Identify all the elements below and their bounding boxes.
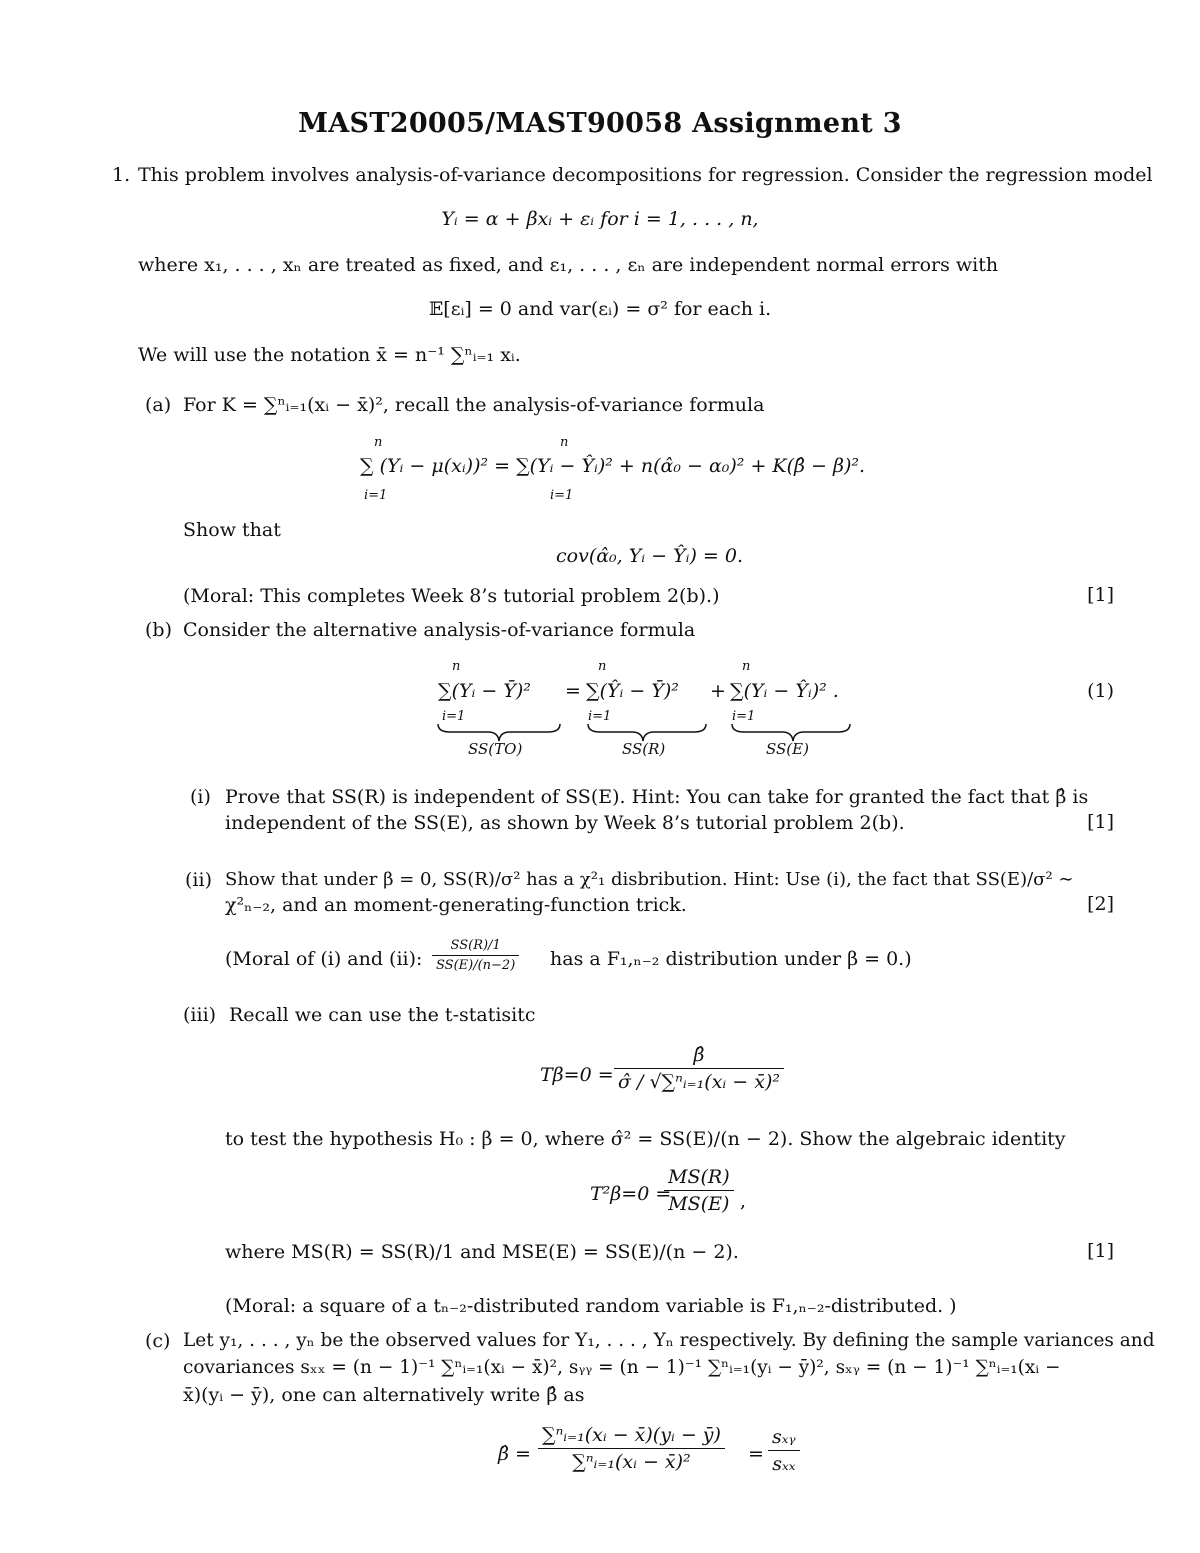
equation-number: (1) <box>1087 680 1114 702</box>
part-b-text: Consider the alternative analysis-of-variance formula <box>183 619 696 641</box>
beta-fraction <box>538 1424 725 1473</box>
brace-label-ssr: SS(R) <box>622 740 666 758</box>
part-c-label: (c) <box>145 1330 171 1352</box>
ratio-num: sₓᵧ <box>768 1426 800 1451</box>
beta-den: ∑ⁿᵢ₌₁(xᵢ − x̄)² <box>572 1451 691 1473</box>
show-that: Show that <box>183 519 281 541</box>
b-term-sse: ∑(Yᵢ − Ŷᵢ)² . <box>730 680 839 702</box>
beta-lhs: β̂ = <box>498 1443 531 1465</box>
page-title: MAST20005/MAST90058 Assignment 3 <box>298 108 902 139</box>
part-a-label: (a) <box>145 394 172 416</box>
t2-tail: , <box>740 1190 747 1212</box>
beta-equals: = <box>748 1443 764 1465</box>
part-b-iii-label: (iii) <box>183 1004 217 1026</box>
anova-sum-upper-2: n <box>560 435 569 450</box>
part-b-ii-moral-pre: (Moral of (i) and (ii): <box>225 948 423 970</box>
b-term-ssr: ∑(Ŷᵢ − Ȳ)² <box>586 680 679 702</box>
b-sum3-upper: n <box>742 659 751 674</box>
t-stat-lhs: Tβ=0 = <box>540 1064 614 1086</box>
b-sum1-upper: n <box>452 659 461 674</box>
part-a-marks: [1] <box>1087 584 1114 606</box>
part-b-iii-moral: (Moral: a square of a tₙ₋₂-distributed random variable is F₁,ₙ₋₂-distributed. ) <box>225 1295 957 1317</box>
t2-lhs: T²β=0 = <box>590 1183 672 1205</box>
part-b-i-label: (i) <box>190 786 211 808</box>
part-b-iii-where: where MS(R) = SS(R)/1 and MSE(E) = SS(E)/(n − 2). <box>225 1241 739 1263</box>
anova-sum-lower: i=1 <box>364 488 388 503</box>
errors-equation: 𝔼[εᵢ] = 0 and var(εᵢ) = σ² for each i. <box>428 298 772 320</box>
moral-fraction <box>432 938 519 973</box>
ratio-den: sₓₓ <box>772 1453 796 1475</box>
part-b-i-line2: independent of the SS(E), as shown by Week 8’s tutorial problem 2(b). <box>225 812 905 834</box>
part-b-ii-line1: Show that under β = 0, SS(R)/σ² has a χ²₁ disbribution. Hint: Use (i), the fact that SS(E)/σ² ∼ <box>225 869 1074 890</box>
part-c-line3: x̄)(yᵢ − ȳ), one can alternatively write β̂ as <box>183 1384 585 1406</box>
part-b-ii-marks: [2] <box>1087 893 1114 915</box>
brace-label-sst: SS(TO) <box>468 740 523 758</box>
b-term-sst: ∑(Yᵢ − Ȳ)² <box>438 680 531 702</box>
b-sum3-lower: i=1 <box>732 709 756 724</box>
part-b-ii-label: (ii) <box>185 869 212 891</box>
t-stat-fraction <box>614 1044 784 1093</box>
t2-fraction <box>664 1166 734 1215</box>
where-line: where x₁, . . . , xₙ are treated as fixed, and ε₁, . . . , εₙ are independent normal errors with <box>138 254 999 276</box>
t2-den: MS(E) <box>668 1193 730 1215</box>
question-intro: This problem involves analysis-of-variance decompositions for regression. Consider the regression model <box>138 164 1153 186</box>
part-c-line2: covariances sₓₓ = (n − 1)⁻¹ ∑ⁿᵢ₌₁(xᵢ − x̄)², sᵧᵧ = (n − 1)⁻¹ ∑ⁿᵢ₌₁(yᵢ − ȳ)², sₓᵧ = (n − 1)⁻¹ ∑ⁿᵢ₌₁(xᵢ − <box>183 1357 1061 1378</box>
anova-equation: ∑ (Yᵢ − μ(xᵢ))² = ∑(Yᵢ − Ŷᵢ)² + n(α̂₀ − α₀)² + K(β̂ − β)². <box>360 455 866 477</box>
cov-equation: cov(α̂₀, Yᵢ − Ŷᵢ) = 0. <box>556 545 744 567</box>
b-sum1-lower: i=1 <box>442 709 466 724</box>
part-b-iii-line1: Recall we can use the t-statisitc <box>229 1004 536 1026</box>
beta-ratio <box>768 1426 800 1475</box>
b-plus: + <box>710 680 726 702</box>
brace-label-sse: SS(E) <box>766 740 809 758</box>
b-sum2-lower: i=1 <box>588 709 612 724</box>
part-b-iii-marks: [1] <box>1087 1240 1114 1262</box>
moral-fraction-den: SS(E)/(n−2) <box>436 958 516 973</box>
part-b-i-line1: Prove that SS(R) is independent of SS(E). Hint: You can take for granted the fact that β̂ is <box>225 786 1089 808</box>
part-b-iii-line2: to test the hypothesis H₀ : β = 0, where σ̂² = SS(E)/(n − 2). Show the algebraic identity <box>225 1128 1066 1150</box>
b-sum2-upper: n <box>598 659 607 674</box>
t-stat-den: σ̂ / √∑ⁿᵢ₌₁(xᵢ − x̄)² <box>618 1071 780 1093</box>
model-equation: Yᵢ = α + βxᵢ + εᵢ for i = 1, . . . , n, <box>441 208 759 230</box>
notation-line: We will use the notation x̄ = n⁻¹ ∑ⁿᵢ₌₁ xᵢ. <box>138 344 521 366</box>
part-c-line1: Let y₁, . . . , yₙ be the observed values for Y₁, . . . , Yₙ respectively. By defining the sample variances and <box>183 1330 1155 1351</box>
part-b-ii-moral-post: has a F₁,ₙ₋₂ distribution under β = 0.) <box>550 948 912 970</box>
beta-num: ∑ⁿᵢ₌₁(xᵢ − x̄)(yᵢ − ȳ) <box>538 1424 725 1449</box>
question-number: 1. <box>112 164 131 186</box>
part-a-moral: (Moral: This completes Week 8’s tutorial problem 2(b).) <box>183 585 720 607</box>
part-a-text: For K = ∑ⁿᵢ₌₁(xᵢ − x̄)², recall the analysis-of-variance formula <box>183 394 765 416</box>
part-b-i-marks: [1] <box>1087 811 1114 833</box>
anova-sum-upper: n <box>374 435 383 450</box>
t2-num: MS(R) <box>664 1166 734 1191</box>
b-equals: = <box>565 680 581 702</box>
anova-sum-lower-2: i=1 <box>550 488 574 503</box>
part-b-label: (b) <box>145 619 172 641</box>
t-stat-num: β̂ <box>614 1044 784 1069</box>
part-b-ii-line2: χ²ₙ₋₂, and an moment-generating-function trick. <box>225 894 687 916</box>
moral-fraction-num: SS(R)/1 <box>432 938 519 956</box>
